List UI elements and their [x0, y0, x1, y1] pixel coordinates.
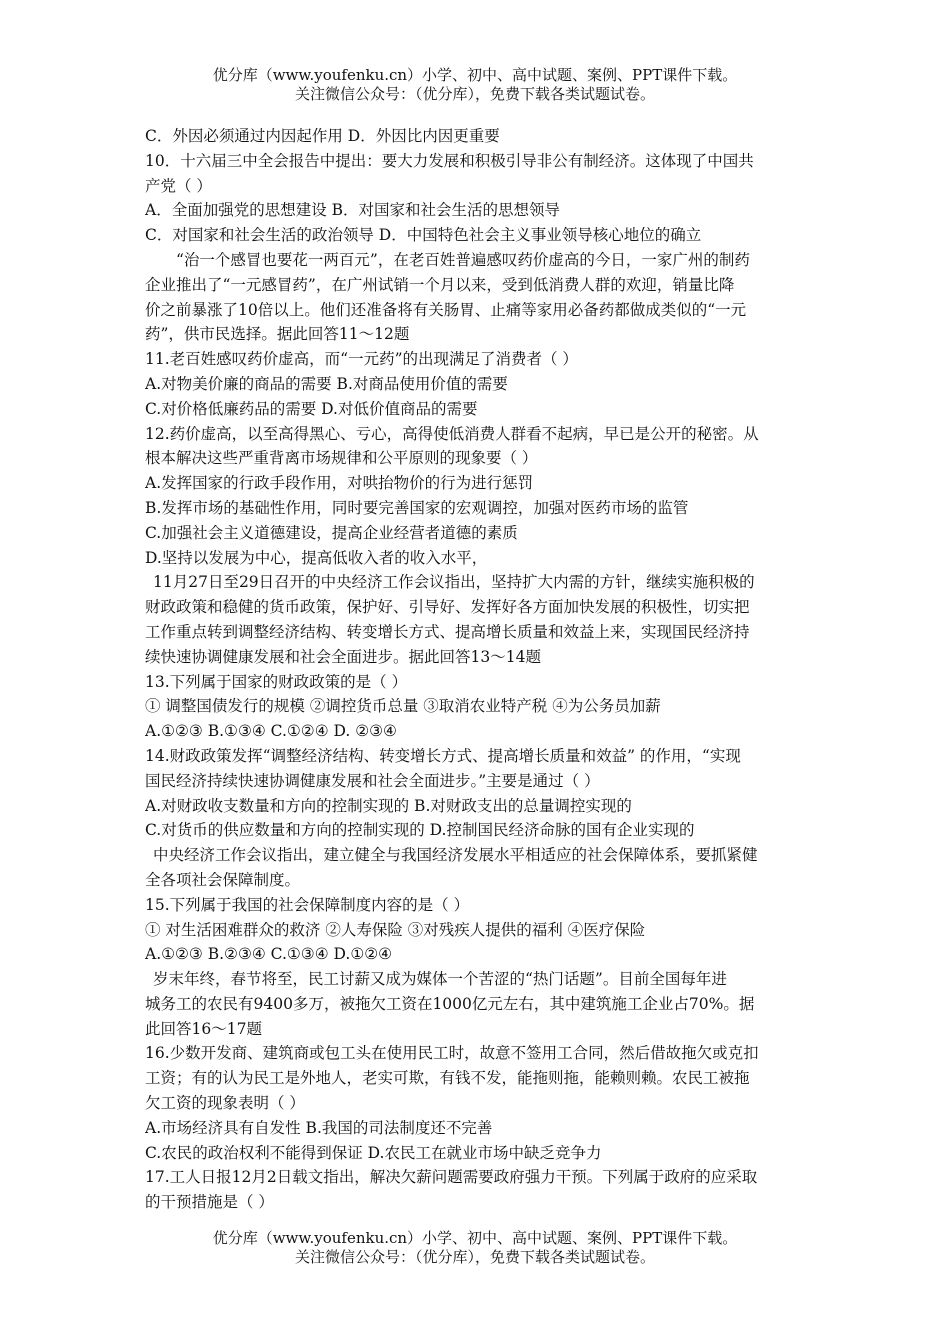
option-line: C．外因必须通过内因起作用 D．外因比内因更重要 — [145, 127, 500, 145]
passage-line: 企业推出了“一元感冒药”，在广州试销一个月以来，受到低消费人群的欢迎，销量比降 — [145, 275, 735, 294]
option-line: C.对价格低廉药品的需要 D.对低价值商品的需要 — [145, 399, 478, 418]
question-17: 17.工人日报12月2日载文指出，解决欠薪问题需要政府强力干预。下列属于政府的应采取 — [145, 1168, 758, 1187]
question-11: 11.老百姓感叹药价虚高，而“一元药”的出现满足了消费者（ ） — [145, 350, 578, 369]
option-line: C．对国家和社会生活的政治领导 D．中国特色社会主义事业领导核心地位的确立 — [145, 226, 702, 245]
option-line: ① 调整国债发行的规模 ②调控货币总量 ③取消农业特产税 ④为公务员加薪 — [145, 697, 661, 716]
passage-line: 财政政策和稳健的货币政策，保护好、引导好、发挥好各方面加快发展的积极性，切实把 — [145, 598, 750, 617]
passage-line: 岁末年终，春节将至，民工讨薪又成为媒体一个苦涩的“热门话题”。目前全国每年进 — [153, 970, 727, 989]
option-line: A.①②③ B.①③④ C.①②④ D. ②③④ — [145, 722, 397, 741]
option-line: C.农民的政治权利不能得到保证 D.农民工在就业市场中缺乏竞争力 — [145, 1143, 602, 1162]
question-12-cont: 根本解决这些严重背离市场规律和公平原则的现象要（ ） — [145, 449, 538, 468]
passage-line: 药”，供市民选择。据此回答11～12题 — [145, 325, 410, 344]
question-16-cont: 欠工资的现象表明（ ） — [145, 1094, 305, 1113]
option-line: A.对财政收支数量和方向的控制实现的 B.对财政支出的总量调控实现的 — [145, 796, 632, 815]
option-line: A.①②③ B.②③④ C.①③④ D.①②④ — [145, 945, 393, 964]
passage-line: 11月27日至29日召开的中央经济工作会议指出，坚持扩大内需的方针，继续实施积极的 — [153, 573, 755, 592]
question-10: 10．十六届三中全会报告中提出：要大力发展和积极引导非公有制经济。这体现了中国共 — [145, 151, 754, 170]
passage-line: 城务工的农民有9400多万，被拖欠工资在1000亿元左右，其中建筑施工企业占70%。据 — [145, 994, 755, 1013]
passage-line: 此回答16～17题 — [145, 1019, 262, 1038]
option-line: A.市场经济具有自发性 B.我国的司法制度还不完善 — [145, 1118, 493, 1137]
question-14: 14.财政政策发挥“调整经济结构、转变增长方式、提高增长质量和效益” 的作用，“实现 — [145, 746, 741, 765]
page-footer — [0, 1229, 950, 1267]
footer-line-2: 关注微信公众号：（优分库），免费下载各类试题试卷。 — [294, 1248, 655, 1266]
question-16-cont: 工资；有的认为民工是外地人，老实可欺，有钱不发，能拖则拖，能赖则赖。农民工被拖 — [145, 1069, 750, 1088]
question-16: 16.少数开发商、建筑商或包工头在使用民工时，故意不签用工合同，然后借故拖欠或克扣 — [145, 1044, 759, 1063]
passage-line: 全各项社会保障制度。 — [145, 870, 301, 889]
option-line: D.坚持以发展为中心，提高低收入者的收入水平， — [145, 548, 488, 567]
question-14-cont: 国民经济持续快速协调健康发展和社会全面进步。”主要是通过（ ） — [145, 771, 600, 790]
passage-line: 续快速协调健康发展和社会全面进步。据此回答13～14题 — [145, 647, 541, 666]
passage-line: 工作重点转到调整经济结构、转变增长方式、提高增长质量和效益上来，实现国民经济持 — [145, 622, 750, 641]
option-line: A.发挥国家的行政手段作用，对哄抬物价的行为进行惩罚 — [145, 474, 534, 493]
question-15: 15.下列属于我国的社会保障制度内容的是（ ） — [145, 895, 470, 914]
header-line-2: 关注微信公众号：（优分库），免费下载各类试题试卷。 — [294, 85, 655, 103]
passage-line: 中央经济工作会议指出，建立健全与我国经济发展水平相适应的社会保障体系，要抓紧健 — [153, 846, 758, 865]
option-line: C.加强社会主义道德建设，提高企业经营者道德的素质 — [145, 523, 518, 542]
option-line: C.对货币的供应数量和方向的控制实现的 D.控制国民经济命脉的国有企业实现的 — [145, 821, 695, 840]
question-13: 13.下列属于国家的财政政策的是（ ） — [145, 672, 408, 691]
option-line: B.发挥市场的基础性作用，同时要完善国家的宏观调控，加强对医药市场的监管 — [145, 498, 689, 517]
document-body — [145, 124, 810, 1215]
option-line: A.对物美价廉的商品的需要 B.对商品使用价值的需要 — [145, 374, 508, 393]
question-12: 12.药价虚高，以至高得黑心、亏心，高得使低消费人群看不起病，早已是公开的秘密。从 — [145, 424, 759, 443]
passage-line: “治一个感冒也要花一两百元”，在老百姓普遍感叹药价虚高的今日，一家广州的制药 — [176, 250, 750, 269]
footer-line-1: 优分库（www.youfenku.cn）小学、初中、高中试题、案例、PPT课件下载。 — [212, 1229, 738, 1247]
question-10-cont: 产党（ ） — [145, 176, 212, 195]
option-line: A．全面加强党的思想建设 B．对国家和社会生活的思想领导 — [145, 201, 561, 220]
question-17-cont: 的干预措施是（ ） — [145, 1193, 274, 1212]
passage-line: 价之前暴涨了10倍以上。他们还准备将有关肠胃、止痛等家用必备药都做成类似的“一元 — [145, 300, 747, 319]
page-header — [0, 66, 950, 104]
header-line-1: 优分库（www.youfenku.cn）小学、初中、高中试题、案例、PPT课件下载。 — [212, 66, 738, 84]
option-line: ① 对生活困难群众的救济 ②人寿保险 ③对残疾人提供的福利 ④医疗保险 — [145, 920, 646, 939]
